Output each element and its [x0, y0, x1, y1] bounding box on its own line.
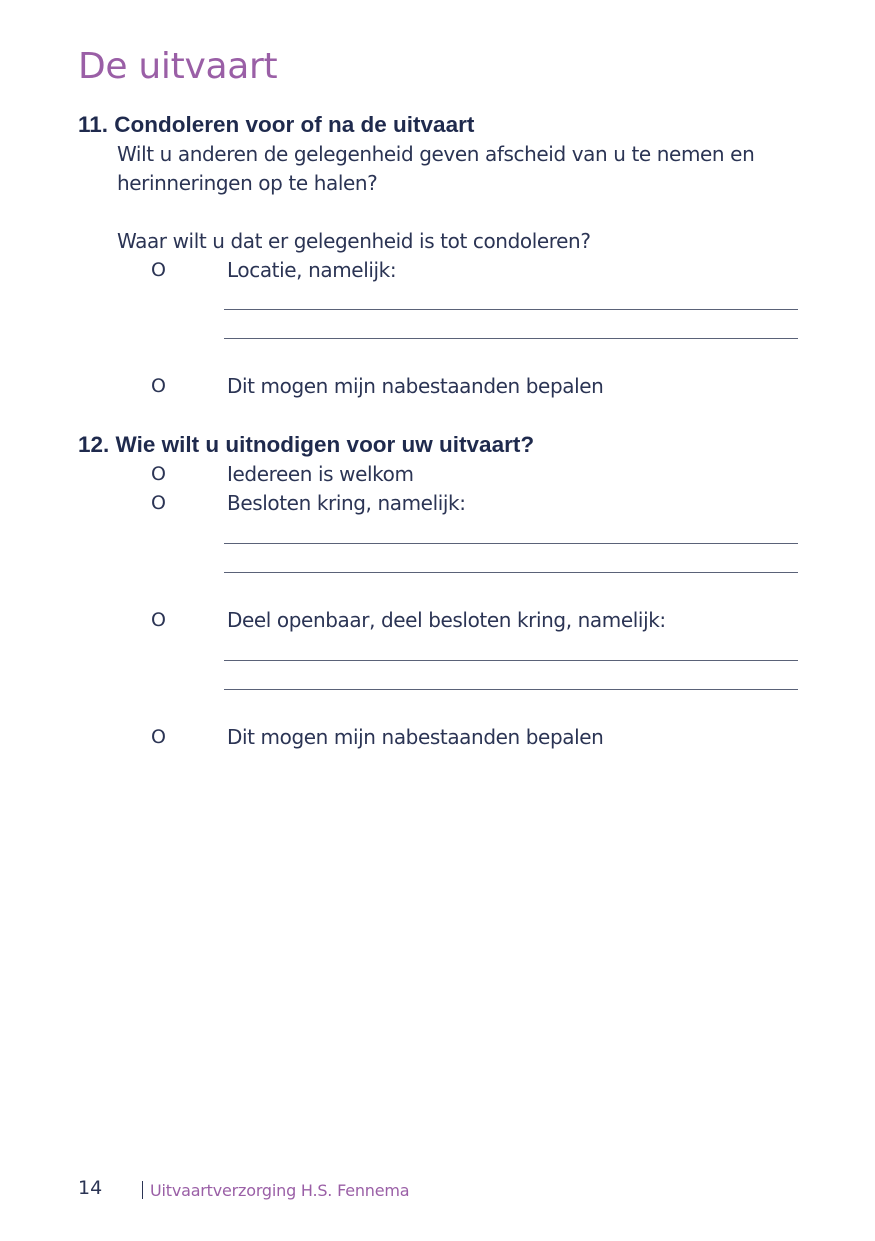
option-relatives-decide-2-radio[interactable]: O — [151, 726, 166, 748]
question-11-intro-line-2: herinneringen op te halen? — [117, 171, 378, 195]
option-partly-public-radio[interactable]: O — [151, 609, 166, 631]
option-everyone-radio[interactable]: O — [151, 463, 166, 485]
private-answer-line-2[interactable] — [224, 572, 798, 573]
option-relatives-decide-radio[interactable]: O — [151, 375, 166, 397]
option-private-radio[interactable]: O — [151, 492, 166, 514]
footer-company-name: Uitvaartverzorging H.S. Fennema — [150, 1181, 410, 1200]
footer-divider — [142, 1181, 143, 1199]
page-title: De uitvaart — [78, 46, 278, 87]
page-number: 14 — [78, 1177, 103, 1199]
location-answer-line-2[interactable] — [224, 338, 798, 339]
option-location-label: Locatie, namelijk: — [227, 258, 397, 282]
partly-public-answer-line-2[interactable] — [224, 689, 798, 690]
option-location-radio[interactable]: O — [151, 259, 166, 281]
question-11-heading: 11. Condoleren voor of na de uitvaart — [78, 112, 475, 137]
private-answer-line-1[interactable] — [224, 543, 798, 544]
option-private-label: Besloten kring, namelijk: — [227, 491, 466, 515]
option-relatives-decide-label: Dit mogen mijn nabestaanden bepalen — [227, 374, 604, 398]
option-everyone-label: Iedereen is welkom — [227, 462, 414, 486]
question-11-intro-line-1: Wilt u anderen de gelegenheid geven afscheid van u te nemen en — [117, 142, 755, 166]
question-12-heading: 12. Wie wilt u uitnodigen voor uw uitvaart? — [78, 432, 535, 457]
question-11-subquestion: Waar wilt u dat er gelegenheid is tot condoleren? — [117, 229, 591, 253]
partly-public-answer-line-1[interactable] — [224, 660, 798, 661]
option-partly-public-label: Deel openbaar, deel besloten kring, namelijk: — [227, 608, 666, 632]
option-relatives-decide-2-label: Dit mogen mijn nabestaanden bepalen — [227, 725, 604, 749]
location-answer-line-1[interactable] — [224, 309, 798, 310]
